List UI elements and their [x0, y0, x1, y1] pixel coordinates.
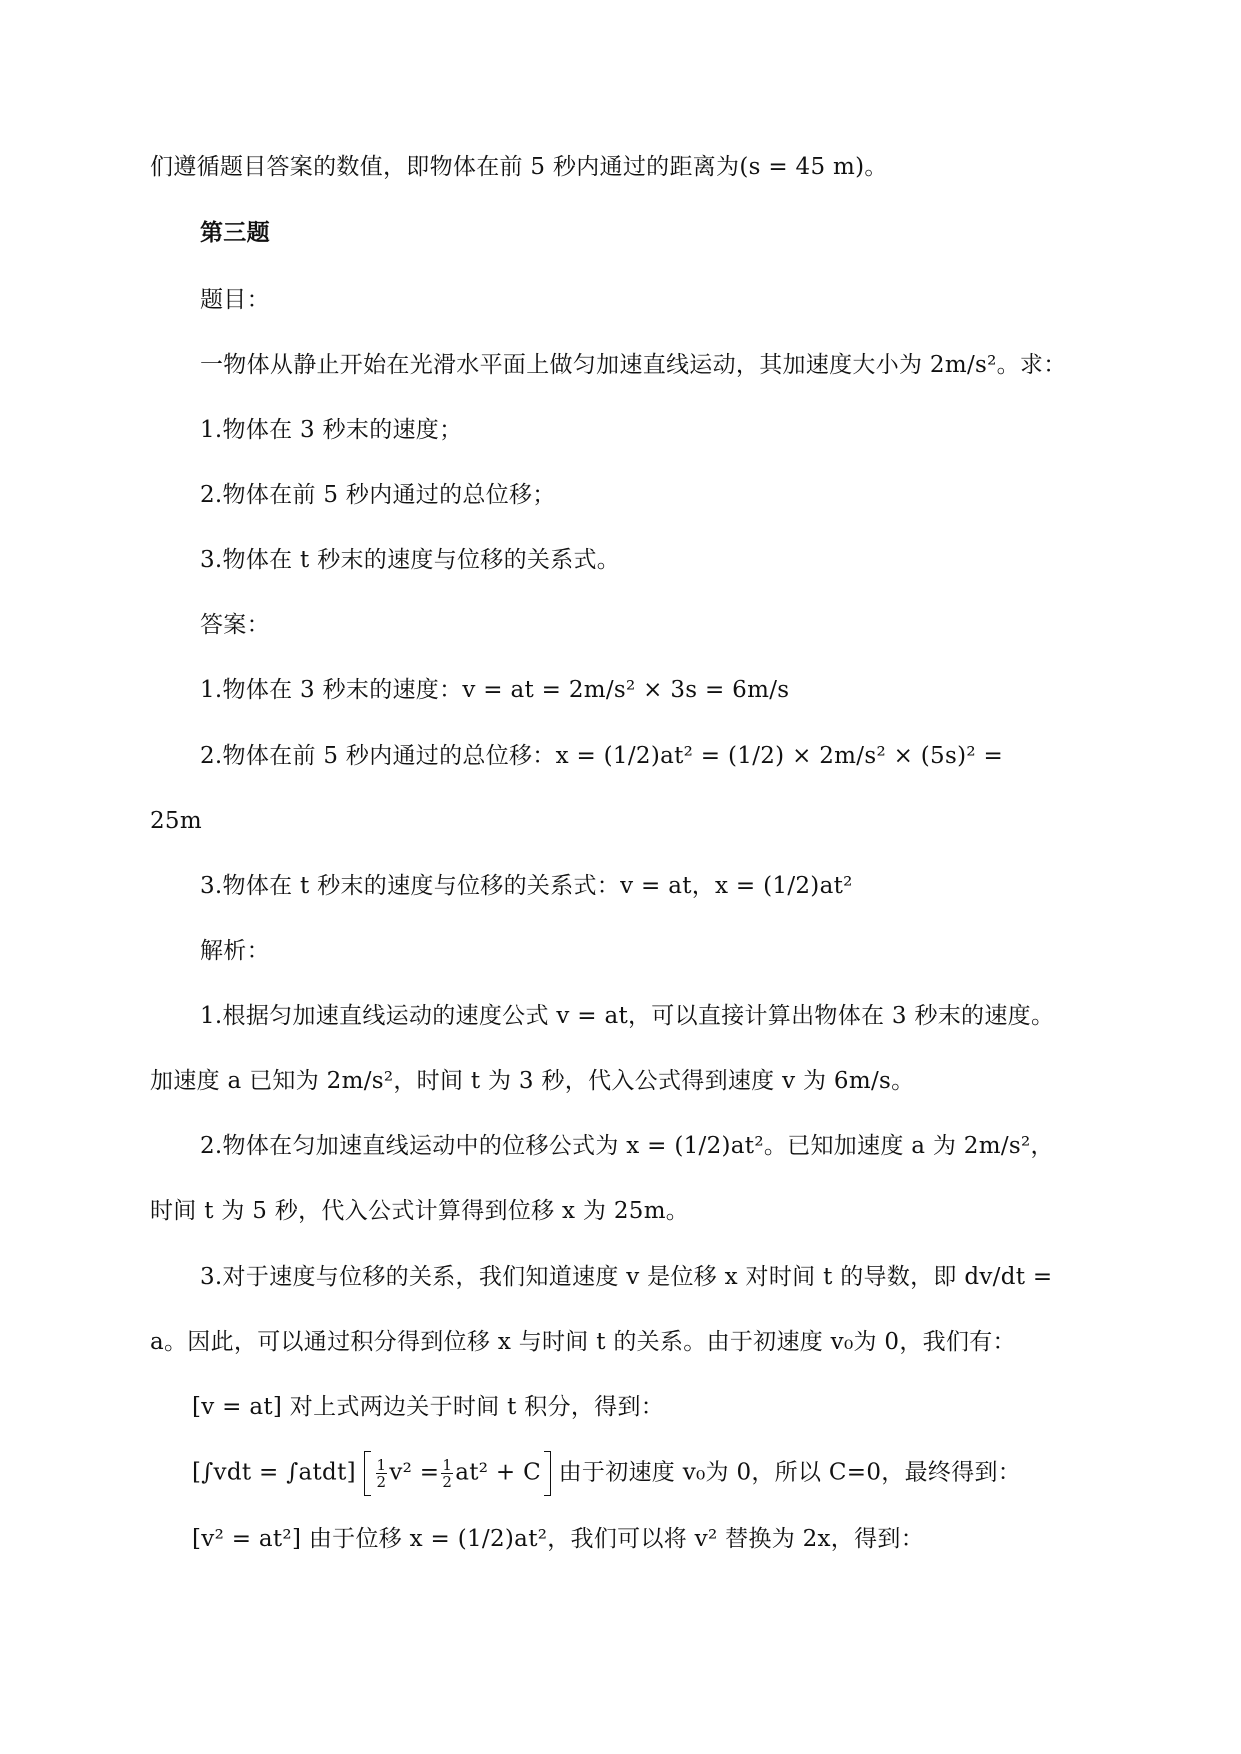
analysis-2: 2.物体在匀加速直线运动中的位移公式为 x = (1/2)at²。已知加速度 a 为 2m/s²，: [200, 1133, 1054, 1159]
question-label: 题目：: [200, 287, 270, 313]
analysis-1: 1.根据匀加速直线运动的速度公式 v = at，可以直接计算出物体在 3 秒末的速度。: [200, 1003, 1055, 1029]
analysis-3: 3.对于速度与位移的关系，我们知道速度 v 是位移 x 对时间 t 的导数，即 dv/dt =: [200, 1264, 1053, 1290]
answer-label: 答案：: [200, 612, 270, 638]
question-text: 一物体从静止开始在光滑水平面上做匀加速直线运动，其加速度大小为 2m/s²。求：: [200, 352, 1067, 378]
answer-item-1: 1.物体在 3 秒末的速度：v = at = 2m/s² × 3s = 6m/s: [200, 677, 790, 703]
fraction-half-2: $\frac{1}{2}$: [442, 1456, 453, 1491]
answer-item-2: 2.物体在前 5 秒内通过的总位移：x = (1/2)at² = (1/2) × 2m/s² × (5s)² =: [200, 743, 1004, 769]
section-heading: 第三题: [200, 219, 270, 246]
equation-line-2: [192, 1457, 1021, 1490]
equation-line-3: [v² = at²] 由于位移 x = (1/2)at²，我们可以将 v² 替换为 2x，得到：: [192, 1526, 925, 1552]
analysis-label: 解析：: [200, 938, 270, 964]
equation-line-1: [v = at] 对上式两边关于时间 t 积分，得到：: [192, 1394, 665, 1420]
bracketed-equation: $\frac{1}{2}$ v² = $\frac{1}{2}$ at² + C: [364, 1457, 551, 1490]
equation-tail: 由于初速度 v₀为 0，所以 C=0，最终得到：: [558, 1459, 1022, 1486]
fraction-half: $\frac{1}{2}$: [376, 1456, 387, 1491]
analysis-3-cont: a。因此，可以通过积分得到位移 x 与时间 t 的关系。由于初速度 v₀为 0，我们有：: [150, 1329, 1016, 1355]
analysis-1-cont: 加速度 a 已知为 2m/s²，时间 t 为 3 秒，代入公式得到速度 v 为 6m/s。: [150, 1068, 915, 1094]
question-item-1: 1.物体在 3 秒末的速度；: [200, 417, 463, 443]
analysis-2-cont: 时间 t 为 5 秒，代入公式计算得到位移 x 为 25m。: [150, 1198, 690, 1224]
answer-item-3: 3.物体在 t 秒末的速度与位移的关系式：v = at，x = (1/2)at²: [200, 873, 853, 899]
integral-equation: [∫vdt = ∫atdt]: [192, 1459, 356, 1486]
question-item-3: 3.物体在 t 秒末的速度与位移的关系式。: [200, 547, 621, 573]
question-item-2: 2.物体在前 5 秒内通过的总位移；: [200, 482, 556, 508]
text-line-1: 们遵循题目答案的数值，即物体在前 5 秒内通过的距离为(s = 45 m)。: [150, 154, 888, 180]
answer-item-2-cont: 25m: [150, 808, 202, 834]
